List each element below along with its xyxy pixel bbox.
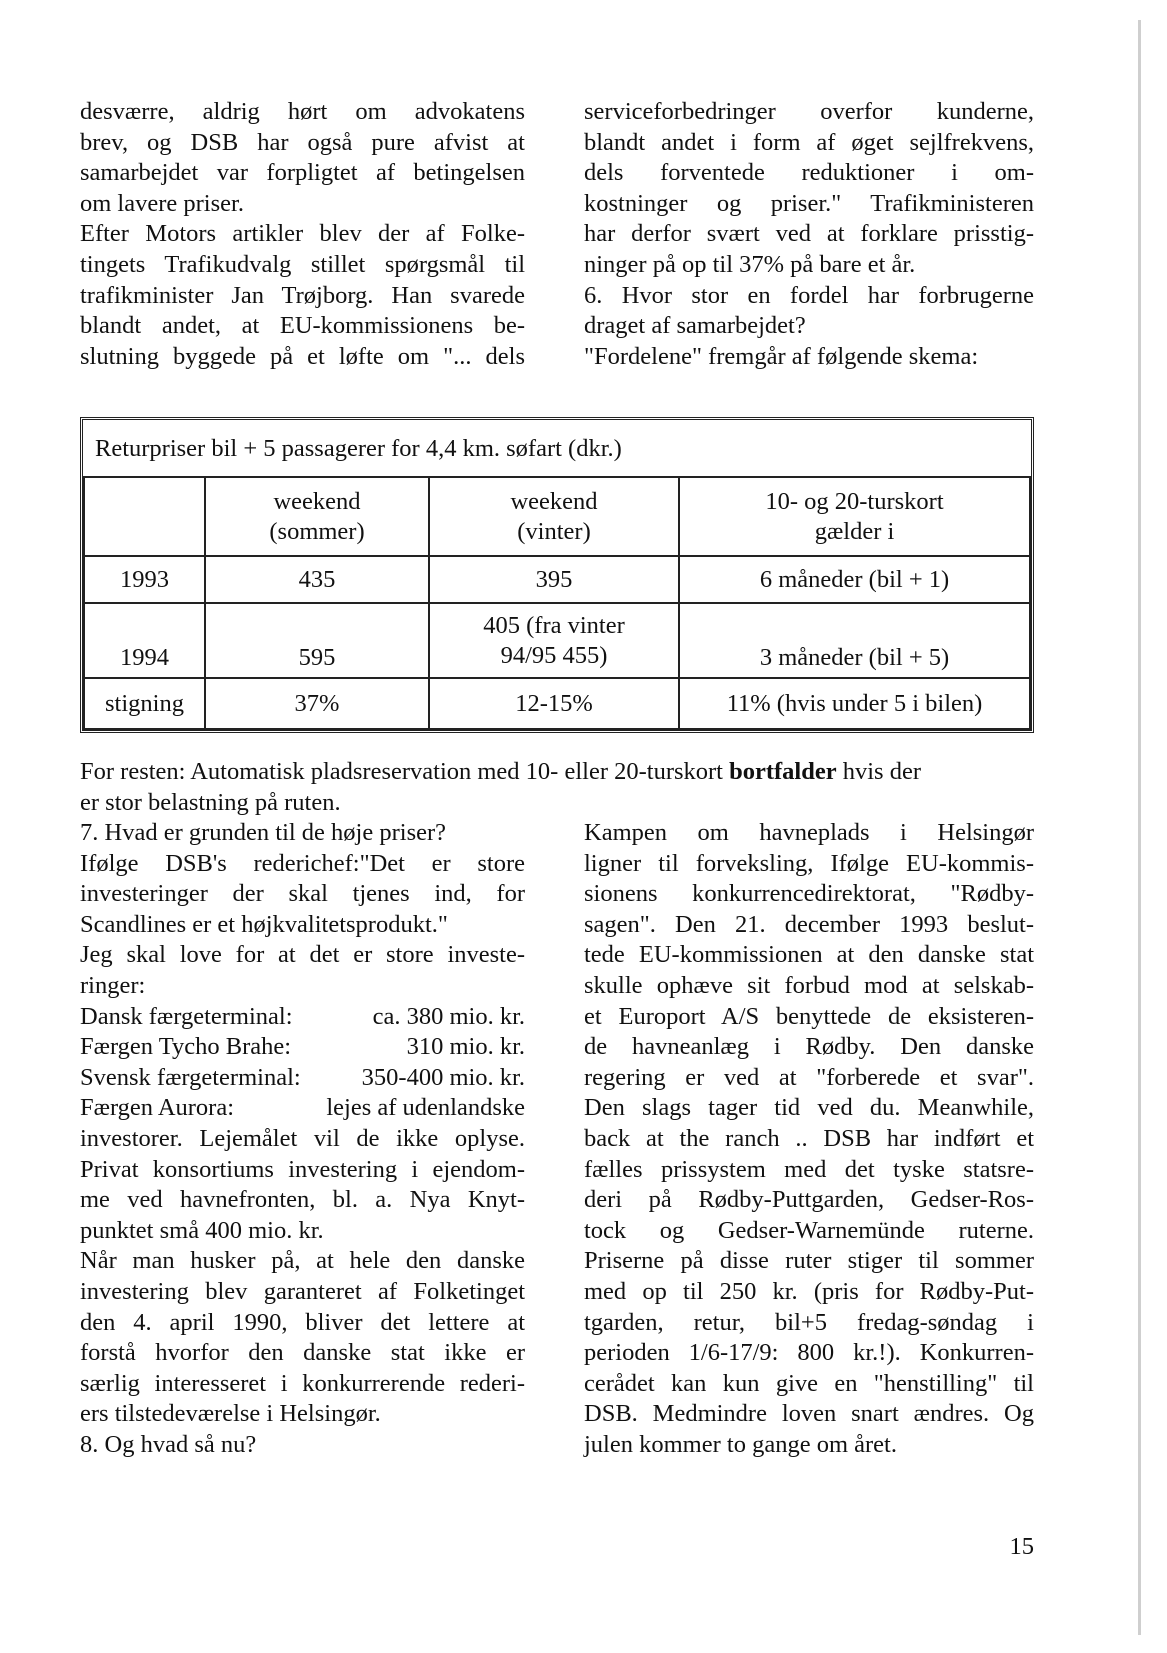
investment-row: [80, 1093, 525, 1124]
price-table: [80, 417, 1034, 733]
note-line-2: er stor belastning på ruten.: [80, 788, 341, 816]
investment-name: Færgen Tycho Brahe:: [80, 1033, 292, 1061]
investment-row: [80, 1032, 525, 1063]
table-cell: 595: [206, 604, 430, 679]
table-cell: 6 måneder (bil + 1): [680, 557, 1029, 604]
text-line: ers tilstedeværelse i Helsingør.: [80, 1400, 381, 1428]
note-paragraph: [80, 757, 1034, 818]
header-text: (sommer): [269, 517, 365, 545]
table-cell: 12-15%: [430, 679, 680, 728]
header-text: gælder i: [814, 517, 895, 545]
table-header-summer: [206, 478, 430, 557]
text-line: brev, og DSB har også pure afvist at: [80, 128, 525, 156]
table-cell-label: stigning: [85, 679, 206, 728]
text-line: Ifølge DSB's rederichef:"Det er store: [80, 849, 525, 877]
right-column-top: [584, 97, 1034, 372]
text-line: de havneanlæg i Rødby. Den danske: [584, 1033, 1034, 1061]
text-line: perioden 1/6-17/9: 800 kr.!). Konkurren-: [584, 1339, 1034, 1367]
left-column-top: [80, 97, 525, 372]
text-line: punktet små 400 mio. kr.: [80, 1216, 324, 1244]
header-text: weekend: [273, 487, 361, 515]
text-line: Privat konsortiums investering i ejendom-: [80, 1155, 525, 1183]
text-line: Når man husker på, at hele den danske: [80, 1247, 525, 1275]
text-line: samarbejdet var forpligtet af betingelsen: [80, 159, 525, 187]
investment-name: Svensk færgeterminal:: [80, 1063, 301, 1091]
investment-row: [80, 1063, 525, 1094]
table-cell: [430, 604, 680, 679]
text-line: tock og Gedser-Warnemünde ruterne.: [584, 1216, 1034, 1244]
table-grid: [83, 476, 1031, 730]
page-number: 15: [1009, 1533, 1034, 1560]
text-line: investorer. Lejemålet vil de ikke oplyse.: [80, 1124, 525, 1152]
text-line: om lavere priser.: [80, 189, 244, 217]
text-line: julen kommer to gange om året.: [584, 1430, 897, 1458]
text-line: 8. Og hvad så nu?: [80, 1430, 257, 1458]
table-cell: 37%: [206, 679, 430, 728]
investment-row: [80, 1002, 525, 1033]
text-line: investeringer der skal tjenes ind, for: [80, 880, 525, 908]
investment-name: Dansk færgeterminal:: [80, 1002, 293, 1030]
text-line: tingets Trafikudvalg stillet spørgsmål til: [80, 250, 525, 278]
text-line: ninger på op til 37% på bare et år.: [584, 250, 916, 278]
table-cell-year: 1994: [85, 604, 206, 679]
text-line: blandt andet i form af øget sejlfrekvens,: [584, 128, 1034, 156]
table-cell: 11% (hvis under 5 i bilen): [726, 689, 983, 717]
table-cell: 395: [430, 557, 680, 604]
text-line: forstå hvorfor den danske stat ikke er: [80, 1339, 525, 1367]
header-text: weekend: [510, 487, 598, 515]
text-line: Priserne på disse ruter stiger til sommer: [584, 1247, 1034, 1275]
text-line: Kampen om havneplads i Helsingør: [584, 819, 1034, 846]
investment-amount: 350-400 mio. kr.: [361, 1063, 525, 1091]
table-header-empty: [85, 478, 206, 557]
text-line: 6. Hvor stor en fordel har forbrugerne: [584, 281, 1034, 309]
text-line: trafikminister Jan Trøjborg. Han svarede: [80, 281, 525, 309]
note-line-1: For resten: Automatisk pladsreservation med 10- eller 20-turskort bortfalder hvis der: [80, 758, 921, 785]
page-edge-rule: [1138, 20, 1141, 1635]
text-line: slutning byggede på et løfte om "... dels: [80, 342, 525, 370]
text-line: fælles prissystem med det tyske statsre-: [584, 1155, 1034, 1183]
text-line: særlig interesseret i konkurrerende rederi-: [80, 1369, 525, 1397]
investment-amount: 310 mio. kr.: [406, 1033, 525, 1061]
text-line: har derfor svært ved at forklare prisstig-: [584, 220, 1034, 248]
investment-name: Færgen Aurora:: [80, 1094, 235, 1122]
text-line: sagen". Den 21. december 1993 beslut-: [584, 910, 1034, 938]
text-line: draget af samarbejdet?: [584, 312, 806, 340]
text-line: blandt andet, at EU-kommissionens be-: [80, 312, 525, 340]
table-cell: 3 måneder (bil + 5): [680, 604, 1029, 679]
text-line: ligner til forveksling, Ifølge EU-kommis-: [584, 849, 1034, 877]
table-header-cards: [680, 478, 1029, 557]
text-line: sionens konkurrencedirektorat, "Rødby-: [584, 880, 1034, 908]
header-text: 10- og 20-turskort: [765, 487, 944, 515]
text-line: Den slags tager tid ved du. Meanwhile,: [584, 1094, 1034, 1122]
text-line: cerådet kan kun give en "henstilling" til: [584, 1369, 1034, 1397]
investment-amount: lejes af udenlandske: [326, 1094, 525, 1122]
cell-text: 94/95 455): [500, 641, 608, 669]
text-line: me ved havnefronten, bl. a. Nya Knyt-: [80, 1186, 525, 1214]
text-line: skulle ophæve sit forbud mod at selskab-: [584, 971, 1034, 999]
table-header-winter: [430, 478, 680, 557]
cell-text: 405 (fra vinter: [483, 611, 625, 639]
text-line: dels forventede reduktioner i om-: [584, 159, 1034, 187]
emphasis: bortfalder: [729, 758, 837, 785]
header-text: (vinter): [517, 517, 591, 545]
table-title: Returpriser bil + 5 passagerer for 4,4 km. søfart (dkr.): [83, 420, 1031, 478]
text-line: Efter Motors artikler blev der af Folke-: [80, 220, 525, 248]
text-line: med op til 250 kr. (pris for Rødby-Put-: [584, 1277, 1034, 1305]
text-line: desværre, aldrig hørt om advokatens: [80, 98, 525, 125]
left-column-bottom: [80, 818, 525, 1460]
text-line: deri på Rødby-Puttgarden, Gedser-Ros-: [584, 1186, 1034, 1214]
text-line: investering blev garanteret af Folketinget: [80, 1277, 525, 1305]
text-line: tede EU-kommissionen at den danske stat: [584, 941, 1034, 969]
text-line: 7. Hvad er grunden til de høje priser?: [80, 819, 447, 846]
text-line: "Fordelene" fremgår af følgende skema:: [584, 342, 979, 370]
right-column-bottom: [584, 818, 1034, 1460]
table-cell-year: 1993: [85, 557, 206, 604]
text-line: ringer:: [80, 971, 146, 999]
text-line: et Europort A/S benyttede de eksisteren-: [584, 1002, 1034, 1030]
text-line: Scandlines er et højkvalitetsprodukt.": [80, 910, 448, 938]
investment-amount: ca. 380 mio. kr.: [372, 1002, 525, 1030]
text-line: serviceforbedringer overfor kunderne,: [584, 98, 1034, 125]
text-line: den 4. april 1990, bliver det lettere at: [80, 1308, 525, 1336]
text-line: back at the ranch .. DSB har indført et: [584, 1124, 1034, 1152]
text-line: kostninger og priser." Trafikministeren: [584, 189, 1034, 217]
text-line: DSB. Medmindre loven snart ændres. Og: [584, 1400, 1034, 1428]
table-cell: 435: [206, 557, 430, 604]
text-line: regering er ved at "forberede et svar".: [584, 1063, 1034, 1091]
text-line: Jeg skal love for at det er store investe-: [80, 941, 525, 969]
text-line: tgarden, retur, bil+5 fredag-søndag i: [584, 1308, 1034, 1336]
